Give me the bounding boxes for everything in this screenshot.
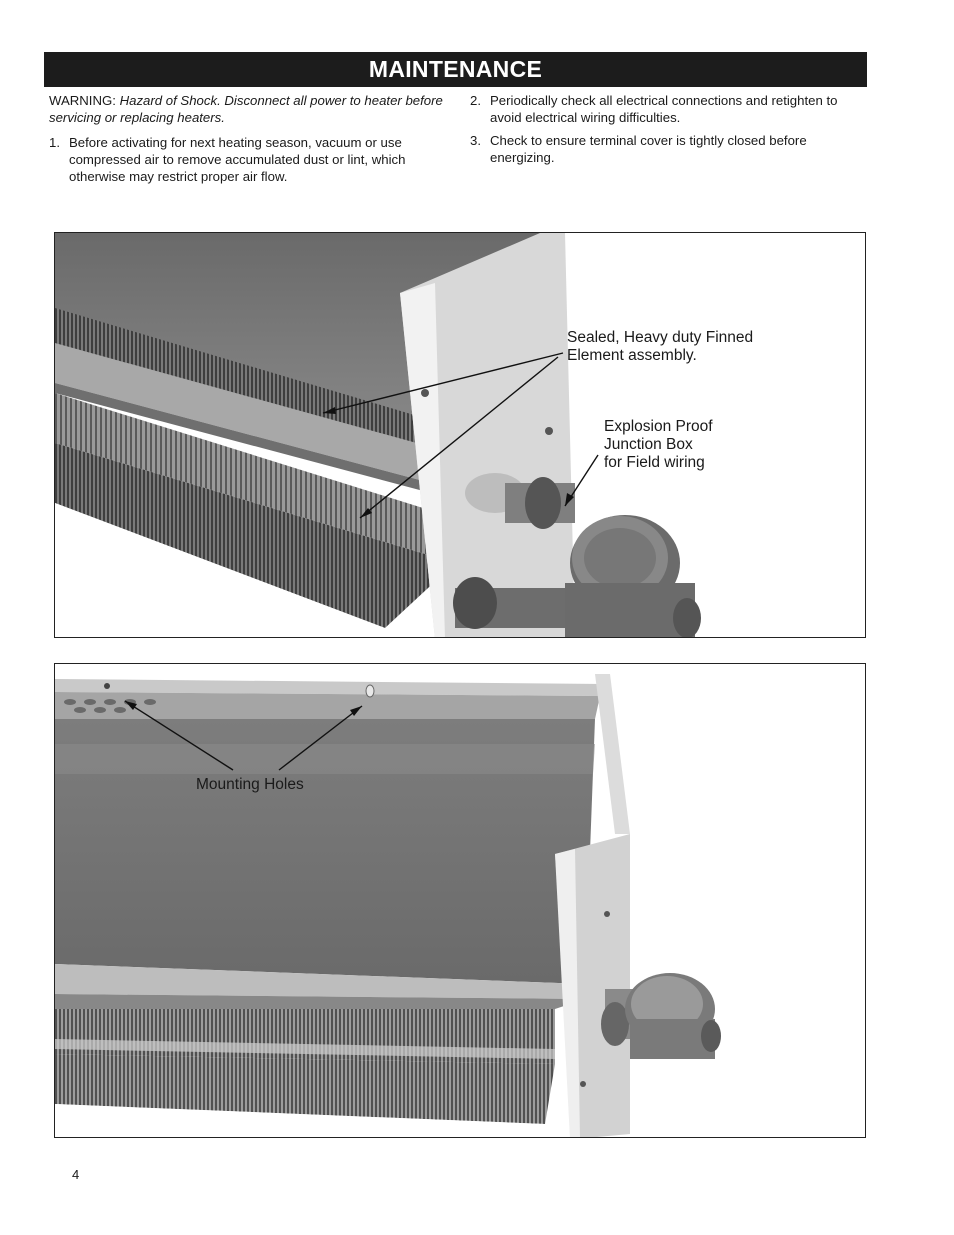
step-text: Periodically check all electrical connections and retighten to avoid electrical wiring difficulties. (490, 93, 838, 125)
page-title: MAINTENANCE (368, 56, 543, 82)
junction-box-callout: Explosion Proof Junction Box for Field wiring (604, 418, 713, 471)
warning-text: Hazard of Shock. Disconnect all power to heater before servicing or replacing heaters. (49, 93, 443, 125)
step-number: 2. (470, 93, 481, 108)
heater-element-photo (54, 232, 866, 638)
heater-housing-photo (54, 663, 866, 1138)
step-text: Before activating for next heating season, vacuum or use compressed air to remove accumulated dust or lint, which otherwise may restrict proper air flow. (69, 135, 406, 184)
heater-element-illustration (55, 233, 866, 638)
left-column (49, 92, 444, 191)
page-number: 4 (72, 1167, 80, 1182)
heater-housing-illustration (55, 664, 866, 1138)
step-number: 1. (49, 135, 60, 150)
step-number: 3. (470, 133, 481, 148)
finned-element-callout: Sealed, Heavy duty Finned Element assembly. (567, 329, 754, 364)
warning-note (49, 92, 444, 126)
list-item (49, 134, 444, 185)
list-item (470, 132, 870, 166)
warning-label: WARNING: (49, 93, 116, 108)
right-column (470, 92, 870, 172)
section-title-bar (44, 52, 867, 87)
list-item (470, 92, 870, 126)
mounting-holes-callout: Mounting Holes (196, 776, 304, 793)
step-text: Check to ensure terminal cover is tightly closed before energizing. (490, 133, 807, 165)
